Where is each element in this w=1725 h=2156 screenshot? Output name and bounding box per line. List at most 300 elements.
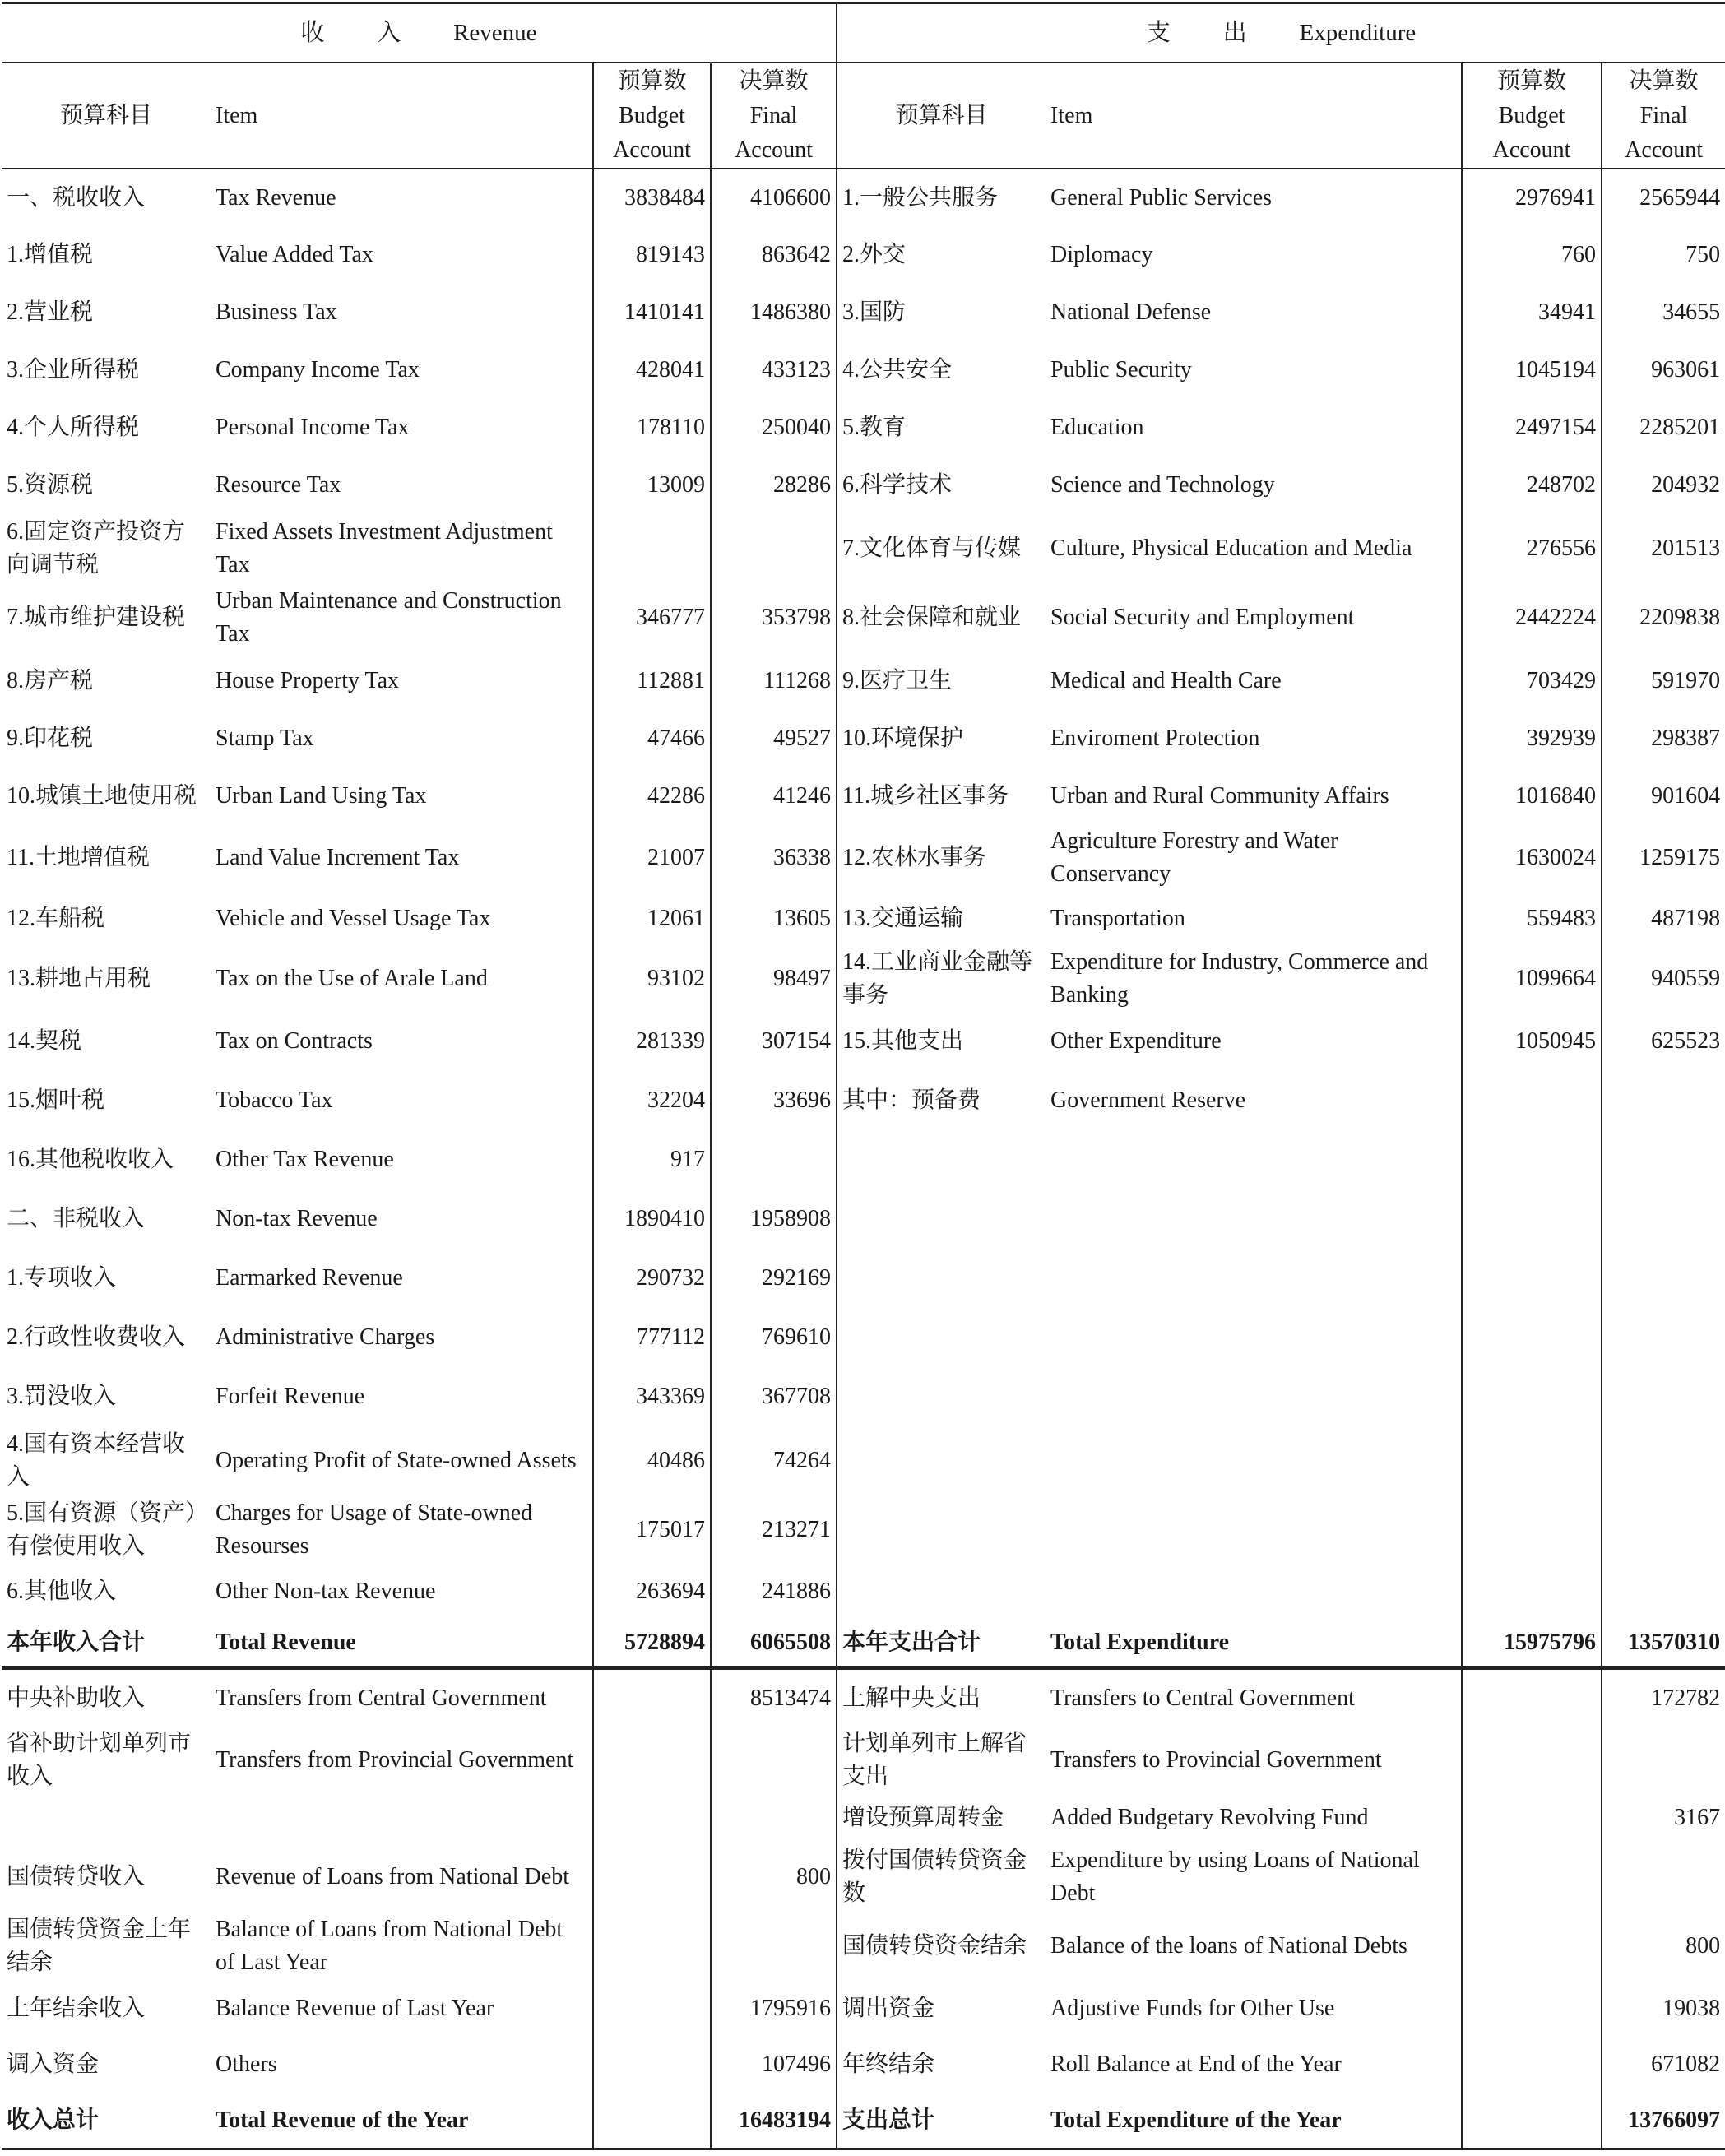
revenue-final-value: 6065508 [711, 1619, 837, 1668]
expenditure-item-cn [837, 1308, 1046, 1367]
table-row [2, 767, 1725, 825]
revenue-item-en: Vehicle and Vessel Usage Tax [216, 905, 491, 931]
expenditure-budget-value [1462, 1495, 1602, 1565]
table-row [2, 1912, 1725, 1981]
expenditure-item-cn: 增设预算周转金 [837, 1793, 1046, 1843]
revenue-budget-value: 42286 [593, 767, 711, 825]
expenditure-final-value [1602, 1189, 1725, 1249]
revenue-item-en: Company Income Tax [216, 357, 420, 383]
expenditure-budget-value: 15975796 [1462, 1619, 1602, 1668]
budget-header-en1: Budget [1498, 102, 1565, 128]
revenue-item-cn: 调入资金 [7, 2052, 100, 2078]
expenditure-final-value: 3167 [1602, 1793, 1725, 1843]
expenditure-final-value [1602, 1495, 1725, 1565]
revenue-budget-value [593, 2037, 711, 2093]
expenditure-item-en: Culture, Physical Education and Media [1050, 536, 1412, 562]
revenue-final-value: 241886 [711, 1565, 837, 1619]
revenue-item-cn: 中央补助收入 [7, 1685, 146, 1712]
expenditure-final-value: 940559 [1602, 946, 1725, 1012]
revenue-item-en: Business Tax [216, 299, 337, 326]
revenue-title-cn-2: 入 [377, 20, 401, 47]
revenue-item-cn: 1.增值税 [7, 242, 94, 268]
revenue-final-value [711, 1912, 837, 1981]
table-row [2, 1130, 1725, 1189]
revenue-item-cn: 一、税收收入 [7, 184, 146, 211]
revenue-item-en: Revenue of Loans from National Debt [216, 1864, 569, 1890]
expenditure-item-cn: 9.医疗卫生 [837, 652, 1046, 710]
revenue-item-cn: 14.契税 [7, 1027, 82, 1054]
revenue-budget-header [593, 63, 711, 169]
revenue-budget-value [593, 514, 711, 583]
revenue-item-en: Tobacco Tax [216, 1087, 333, 1113]
expenditure-item-en: General Public Services [1050, 184, 1273, 211]
expenditure-final-value: 591970 [1602, 652, 1725, 710]
expenditure-item-cn: 1.一般公共服务 [837, 169, 1046, 226]
expenditure-final-value: 800 [1602, 1912, 1725, 1981]
expenditure-final-value: 298387 [1602, 710, 1725, 767]
table-row [2, 1367, 1725, 1426]
revenue-final-value: 367708 [711, 1367, 837, 1426]
table-row [2, 341, 1725, 399]
revenue-budget-value: 1890410 [593, 1189, 711, 1249]
revenue-budget-value: 3838484 [593, 169, 711, 226]
revenue-budget-value [593, 1912, 711, 1981]
revenue-budget-value [593, 1727, 711, 1793]
expenditure-item-cn: 14.工业商业金融等事务 [837, 946, 1046, 1012]
expenditure-item-en: Balance of the loans of National Debts [1050, 1933, 1407, 1959]
expenditure-item-en: Science and Technology [1050, 472, 1275, 498]
budget-header-en2: Account [1492, 137, 1571, 163]
revenue-item-en: Operating Profit of State-owned Assets [216, 1447, 577, 1473]
expenditure-final-value: 201513 [1602, 514, 1725, 583]
revenue-item-en: Transfers from Provincial Government [216, 1746, 574, 1773]
table-row [2, 583, 1725, 652]
revenue-budget-value: 5728894 [593, 1619, 711, 1668]
table-row [2, 1793, 1725, 1843]
revenue-item-cn: 12.车船税 [7, 905, 105, 931]
section-header-row [2, 3, 1725, 63]
expenditure-item-en: National Defense [1050, 299, 1212, 326]
revenue-item-en: House Property Tax [216, 668, 400, 694]
expenditure-item-en: Expenditure for Industry, Commerce and Banking [1050, 948, 1429, 1008]
expenditure-item-cn [837, 1130, 1046, 1189]
expenditure-final-value: 901604 [1602, 767, 1725, 825]
revenue-item-en-header: Item [211, 63, 593, 169]
expenditure-section-title [837, 3, 1725, 63]
revenue-budget-value: 281339 [593, 1012, 711, 1071]
revenue-item-en: Transfers from Central Government [216, 1685, 547, 1712]
expenditure-item-en: Added Budgetary Revolving Fund [1050, 1805, 1369, 1831]
expenditure-budget-value [1462, 1981, 1602, 2037]
table-row [2, 946, 1725, 1012]
expenditure-final-value [1602, 1367, 1725, 1426]
expenditure-item-en: Enviroment Protection [1050, 726, 1260, 752]
expenditure-item-en: Public Security [1050, 357, 1192, 383]
revenue-final-value: 111268 [711, 652, 837, 710]
expenditure-budget-value [1462, 1130, 1602, 1189]
revenue-final-value: 74264 [711, 1426, 837, 1495]
expenditure-final-value: 2209838 [1602, 583, 1725, 652]
revenue-item-cn: 10.城镇土地使用税 [7, 783, 197, 809]
revenue-final-value: 16483194 [711, 2093, 837, 2149]
expenditure-item-cn: 15.其他支出 [837, 1012, 1046, 1071]
expenditure-budget-value: 703429 [1462, 652, 1602, 710]
revenue-item-en: Other Tax Revenue [216, 1146, 394, 1172]
expenditure-final-value [1602, 1130, 1725, 1189]
revenue-budget-value: 40486 [593, 1426, 711, 1495]
expenditure-budget-value: 2442224 [1462, 583, 1602, 652]
revenue-budget-value: 21007 [593, 825, 711, 891]
revenue-item-en: Balance Revenue of Last Year [216, 1996, 494, 2022]
expenditure-item-en: Education [1050, 415, 1144, 441]
table-row [2, 1495, 1725, 1565]
revenue-item-cn: 本年收入合计 [2, 1619, 211, 1668]
expenditure-final-header [1602, 63, 1725, 169]
table-row [2, 1071, 1725, 1130]
expenditure-item-cn: 调出资金 [837, 1981, 1046, 2037]
revenue-item-cn: 国债转贷收入 [7, 1864, 146, 1890]
revenue-item-en: Tax on the Use of Arale Land [216, 965, 488, 991]
expenditure-item-cn: 拨付国债转贷资金数 [837, 1843, 1046, 1912]
expenditure-budget-value: 248702 [1462, 457, 1602, 514]
expenditure-item-cn [837, 1495, 1046, 1565]
table-row [2, 1727, 1725, 1793]
table-row [2, 284, 1725, 341]
revenue-budget-value: 12061 [593, 892, 711, 946]
revenue-item-cn: 7.城市维护建设税 [7, 605, 186, 631]
revenue-item-cn: 9.印花税 [7, 726, 94, 752]
revenue-item-en: Non-tax Revenue [216, 1205, 378, 1231]
expenditure-budget-value: 1016840 [1462, 767, 1602, 825]
table-row [2, 514, 1725, 583]
revenue-item-cn: 3.企业所得税 [7, 357, 140, 383]
expenditure-item-en: Agriculture Forestry and Water Conservancy [1050, 828, 1338, 888]
revenue-item-cn: 国债转贷资金上年结余 [7, 1917, 192, 1976]
revenue-item-cn: 6.固定资产投资方向调节税 [7, 519, 186, 578]
revenue-item-en [211, 1793, 593, 1843]
revenue-final-value: 1486380 [711, 284, 837, 341]
expenditure-item-cn: 2.外交 [837, 226, 1046, 284]
expenditure-item-en: Total Expenditure [1046, 1619, 1462, 1668]
revenue-budget-value: 346777 [593, 583, 711, 652]
revenue-final-value: 36338 [711, 825, 837, 891]
revenue-budget-value: 175017 [593, 1495, 711, 1565]
revenue-item-cn: 16.其他税收收入 [7, 1146, 174, 1172]
revenue-item-en: Urban Maintenance and Construction Tax [216, 588, 562, 647]
expenditure-item-cn: 3.国防 [837, 284, 1046, 341]
revenue-item-cn: 1.专项收入 [7, 1264, 117, 1291]
expenditure-budget-value: 1050945 [1462, 1012, 1602, 1071]
revenue-final-value: 28286 [711, 457, 837, 514]
revenue-section-title [2, 3, 837, 63]
expenditure-item-cn: 4.公共安全 [837, 341, 1046, 399]
revenue-final-value: 769610 [711, 1308, 837, 1367]
expenditure-item-en: Total Expenditure of the Year [1046, 2093, 1462, 2149]
revenue-budget-value: 343369 [593, 1367, 711, 1426]
revenue-item-cn [2, 1793, 211, 1843]
table-row [2, 2093, 1725, 2149]
revenue-item-cn: 4.个人所得税 [7, 415, 140, 441]
expenditure-item-cn: 年终结余 [837, 2037, 1046, 2093]
revenue-final-value: 433123 [711, 341, 837, 399]
budget-header-cn: 预算数 [1497, 67, 1567, 94]
table-row [2, 1308, 1725, 1367]
final-header-cn: 决算数 [1629, 67, 1699, 94]
expenditure-budget-value: 760 [1462, 226, 1602, 284]
revenue-budget-value: 1410141 [593, 284, 711, 341]
expenditure-item-en: Adjustive Funds for Other Use [1050, 1996, 1335, 2022]
revenue-item-cn: 8.房产税 [7, 668, 94, 694]
expenditure-item-cn: 13.交通运输 [837, 892, 1046, 946]
revenue-budget-value [593, 1668, 711, 1727]
revenue-item-en: Forfeit Revenue [216, 1383, 365, 1409]
table-row [2, 1981, 1725, 2037]
revenue-final-value [711, 1130, 837, 1189]
expenditure-final-value [1602, 1308, 1725, 1367]
expenditure-item-en [1046, 1308, 1462, 1367]
table-row [2, 1012, 1725, 1071]
revenue-item-en: Total Revenue [211, 1619, 593, 1668]
revenue-item-cn: 省补助计划单列市收入 [7, 1730, 192, 1789]
expenditure-item-en-header: Item [1046, 63, 1462, 169]
expenditure-budget-value [1462, 1668, 1602, 1727]
revenue-budget-value: 178110 [593, 399, 711, 457]
expenditure-item-en: Transfers to Provincial Government [1050, 1746, 1382, 1773]
expenditure-item-cn: 8.社会保障和就业 [837, 583, 1046, 652]
expenditure-item-en [1046, 1495, 1462, 1565]
expenditure-budget-value: 1099664 [1462, 946, 1602, 1012]
revenue-item-cn: 收入总计 [2, 2093, 211, 2149]
expenditure-item-cn [837, 1189, 1046, 1249]
expenditure-budget-value [1462, 1565, 1602, 1619]
expenditure-item-cn: 10.环境保护 [837, 710, 1046, 767]
expenditure-title-cn-2: 出 [1222, 20, 1247, 47]
revenue-item-cn: 13.耕地占用税 [7, 965, 151, 991]
revenue-final-value: 353798 [711, 583, 837, 652]
revenue-final-value: 49527 [711, 710, 837, 767]
expenditure-item-en [1046, 1565, 1462, 1619]
expenditure-item-cn: 12.农林水事务 [837, 825, 1046, 891]
revenue-budget-value: 290732 [593, 1249, 711, 1308]
final-header-en1: Final [1639, 102, 1688, 128]
expenditure-budget-value [1462, 1843, 1602, 1912]
table-row [2, 226, 1725, 284]
expenditure-budget-value: 2976941 [1462, 169, 1602, 226]
expenditure-budget-value [1462, 1727, 1602, 1793]
expenditure-final-value: 625523 [1602, 1012, 1725, 1071]
table-row [2, 710, 1725, 767]
expenditure-final-value: 2565944 [1602, 169, 1725, 226]
final-header-en1: Final [749, 102, 798, 128]
revenue-final-value [711, 1727, 837, 1793]
expenditure-final-value: 172782 [1602, 1668, 1725, 1727]
revenue-budget-value: 819143 [593, 226, 711, 284]
expenditure-item-cn: 6.科学技术 [837, 457, 1046, 514]
expenditure-item-en: Expenditure by using Loans of National Debt [1050, 1848, 1420, 1907]
budget-sheet [2, 2, 1721, 2150]
expenditure-final-value: 1259175 [1602, 825, 1725, 891]
expenditure-final-value: 13570310 [1602, 1619, 1725, 1668]
revenue-final-value: 1958908 [711, 1189, 837, 1249]
revenue-item-cn: 6.其他收入 [7, 1578, 117, 1604]
expenditure-item-en [1046, 1426, 1462, 1495]
revenue-final-value: 1795916 [711, 1981, 837, 2037]
table-row [2, 1565, 1725, 1619]
revenue-final-value: 307154 [711, 1012, 837, 1071]
revenue-budget-value: 777112 [593, 1308, 711, 1367]
revenue-final-value [711, 514, 837, 583]
revenue-budget-value [593, 1843, 711, 1912]
revenue-budget-value [593, 2093, 711, 2149]
revenue-budget-value: 917 [593, 1130, 711, 1189]
expenditure-final-value [1602, 1727, 1725, 1793]
expenditure-item-cn: 上解中央支出 [837, 1668, 1046, 1727]
final-header-en2: Account [735, 137, 813, 163]
revenue-item-en: Balance of Loans from National Debt of Last Year [216, 1917, 563, 1976]
expenditure-item-en: Diplomacy [1050, 242, 1153, 268]
revenue-item-cn: 2.营业税 [7, 299, 94, 326]
expenditure-final-value [1602, 1071, 1725, 1130]
expenditure-budget-value [1462, 1189, 1602, 1249]
final-header-en2: Account [1625, 137, 1703, 163]
revenue-item-cn: 11.土地增值税 [7, 845, 150, 871]
expenditure-final-value: 19038 [1602, 1981, 1725, 2037]
revenue-final-value: 13605 [711, 892, 837, 946]
revenue-item-en: Tax Revenue [216, 184, 336, 211]
budget-header-en2: Account [613, 137, 691, 163]
revenue-item-cn: 5.资源税 [7, 472, 94, 498]
expenditure-final-value: 2285201 [1602, 399, 1725, 457]
expenditure-final-value: 34655 [1602, 284, 1725, 341]
revenue-item-cn: 上年结余收入 [7, 1996, 146, 2022]
expenditure-item-en: Social Security and Employment [1050, 605, 1355, 631]
revenue-final-value: 292169 [711, 1249, 837, 1308]
expenditure-item-en [1046, 1367, 1462, 1426]
expenditure-item-cn: 其中：预备费 [837, 1071, 1046, 1130]
revenue-final-value: 213271 [711, 1495, 837, 1565]
revenue-item-en: Land Value Increment Tax [216, 845, 460, 871]
expenditure-budget-value: 559483 [1462, 892, 1602, 946]
expenditure-budget-value [1462, 1308, 1602, 1367]
table-row [2, 825, 1725, 891]
table-row [2, 652, 1725, 710]
expenditure-item-en: Urban and Rural Community Affairs [1050, 783, 1389, 809]
revenue-budget-value [593, 1981, 711, 2037]
budget-header-en1: Budget [619, 102, 685, 128]
expenditure-item-cn: 支出总计 [837, 2093, 1046, 2149]
expenditure-budget-value: 276556 [1462, 514, 1602, 583]
expenditure-item-en: Medical and Health Care [1050, 668, 1282, 694]
revenue-item-en: Administrative Charges [216, 1324, 435, 1350]
revenue-item-en: Total Revenue of the Year [211, 2093, 593, 2149]
table-row [2, 1189, 1725, 1249]
revenue-item-cn: 2.行政性收费收入 [7, 1324, 186, 1350]
expenditure-budget-value [1462, 1249, 1602, 1308]
revenue-item-en: Tax on Contracts [216, 1027, 373, 1054]
revenue-budget-value: 112881 [593, 652, 711, 710]
expenditure-item-en: Government Reserve [1050, 1087, 1246, 1113]
expenditure-budget-value: 1630024 [1462, 825, 1602, 891]
expenditure-item-cn: 国债转贷资金结余 [837, 1912, 1046, 1981]
expenditure-final-value: 487198 [1602, 892, 1725, 946]
revenue-item-cn: 二、非税收入 [7, 1205, 146, 1231]
revenue-item-cn: 15.烟叶税 [7, 1087, 105, 1113]
revenue-final-value: 41246 [711, 767, 837, 825]
expenditure-item-en [1046, 1130, 1462, 1189]
expenditure-final-value [1602, 1426, 1725, 1495]
revenue-item-en: Others [216, 2052, 277, 2078]
expenditure-item-cn: 11.城乡社区事务 [837, 767, 1046, 825]
revenue-item-en: Value Added Tax [216, 242, 373, 268]
expenditure-final-value: 750 [1602, 226, 1725, 284]
expenditure-budget-value [1462, 1367, 1602, 1426]
revenue-item-en: Resource Tax [216, 472, 341, 498]
revenue-budget-value: 93102 [593, 946, 711, 1012]
expenditure-item-en [1046, 1189, 1462, 1249]
revenue-budget-value: 47466 [593, 710, 711, 767]
expenditure-final-value [1602, 1565, 1725, 1619]
table-row [2, 1619, 1725, 1668]
expenditure-budget-value [1462, 1071, 1602, 1130]
table-row [2, 399, 1725, 457]
expenditure-budget-value [1462, 2093, 1602, 2149]
expenditure-budget-value [1462, 2037, 1602, 2093]
revenue-item-en: Charges for Usage of State-owned Resourses [216, 1500, 533, 1559]
expenditure-item-en [1046, 1249, 1462, 1308]
revenue-item-en: Urban Land Using Tax [216, 783, 427, 809]
revenue-budget-value: 263694 [593, 1565, 711, 1619]
expenditure-budget-value [1462, 1793, 1602, 1843]
expenditure-final-value: 671082 [1602, 2037, 1725, 2093]
expenditure-budget-value: 2497154 [1462, 399, 1602, 457]
budget-header-cn: 预算数 [617, 67, 687, 94]
expenditure-budget-value [1462, 1426, 1602, 1495]
revenue-item-cn: 3.罚没收入 [7, 1383, 117, 1409]
table-row [2, 2037, 1725, 2093]
expenditure-item-cn: 7.文化体育与传媒 [837, 514, 1046, 583]
table-row [2, 169, 1725, 226]
revenue-final-value: 8513474 [711, 1668, 837, 1727]
budget-table [2, 2, 1725, 2150]
revenue-final-value: 863642 [711, 226, 837, 284]
table-row [2, 1426, 1725, 1495]
expenditure-item-en: Transfers to Central Government [1050, 1685, 1355, 1712]
revenue-budget-value: 32204 [593, 1071, 711, 1130]
expenditure-final-value: 13766097 [1602, 2093, 1725, 2149]
expenditure-final-value [1602, 1843, 1725, 1912]
expenditure-title-en: Expenditure [1299, 20, 1417, 47]
revenue-budget-value: 13009 [593, 457, 711, 514]
revenue-item-cn: 5.国有资源（资产）有偿使用收入 [7, 1500, 197, 1559]
table-row [2, 457, 1725, 514]
expenditure-item-cn: 计划单列市上解省支出 [837, 1727, 1046, 1793]
table-row [2, 1668, 1725, 1727]
expenditure-item-cn [837, 1249, 1046, 1308]
revenue-final-header [711, 63, 837, 169]
table-row [2, 1843, 1725, 1912]
column-header-row [2, 63, 1725, 169]
revenue-title-cn-1: 收 [300, 20, 325, 47]
expenditure-budget-value: 392939 [1462, 710, 1602, 767]
revenue-final-value: 98497 [711, 946, 837, 1012]
expenditure-final-value: 963061 [1602, 341, 1725, 399]
revenue-final-value: 800 [711, 1843, 837, 1912]
revenue-final-value: 4106600 [711, 169, 837, 226]
final-header-cn: 决算数 [739, 67, 809, 94]
revenue-title-en: Revenue [453, 20, 537, 47]
revenue-item-en: Earmarked Revenue [216, 1264, 403, 1291]
revenue-item-en: Other Non-tax Revenue [216, 1578, 436, 1604]
